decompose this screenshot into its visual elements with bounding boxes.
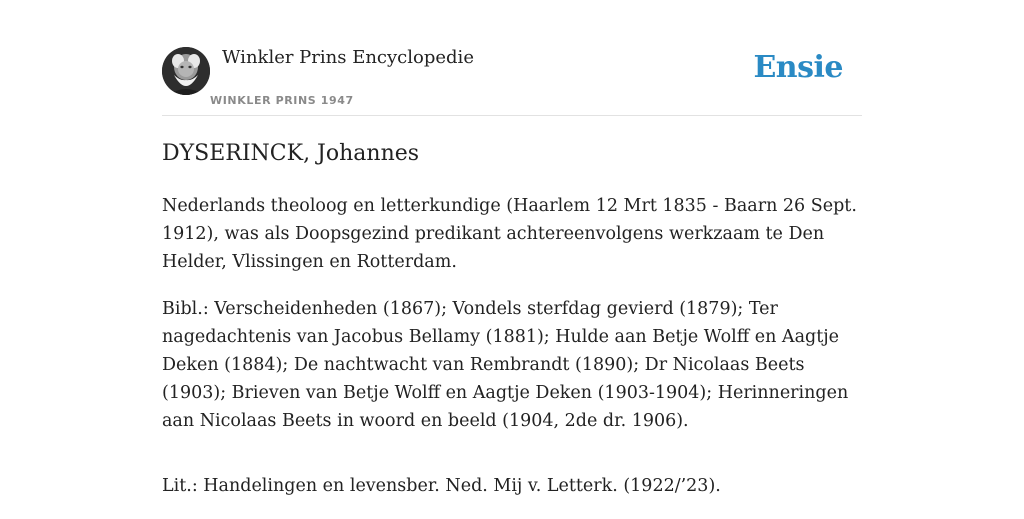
source-title[interactable]: Winkler Prins Encyclopedie xyxy=(222,47,474,68)
source-avatar[interactable] xyxy=(162,47,210,95)
entry-paragraph-description: Nederlands theoloog en letterkundige (Haarlem 12 Mrt 1835 - Baarn 26 Sept. 1912), was als Doopsgezind predikant achtereenvolgens werkzaam te Den Helder, Vlissingen en Rotterdam. xyxy=(162,196,857,272)
brand-logo-link[interactable]: Ensie xyxy=(753,50,843,85)
entry-paragraph-literature: Lit.: Handelingen en levensber. Ned. Mij v. Letterk. (1922/’23). xyxy=(162,476,721,496)
entry-body xyxy=(162,192,862,519)
source-subtitle: WINKLER PRINS 1947 xyxy=(210,94,354,107)
bearded-man-portrait-icon xyxy=(162,47,210,95)
entry-paragraph-bibliography: Bibl.: Verscheidenheden (1867); Vondels sterfdag gevierd (1879); Ter nagedachtenis van Jacobus Bellamy (1881); Hulde aan Betje Wolff en Aagtje Deken (1884); De nachtwacht van Rembrandt (1890); Dr Nicolaas Beets (1903); Brieven van Betje Wolff en Aagtje Deken (1903-1904); Herinneringen aan Nicolaas Beets in woord en beeld (1904, 2de dr. 1906). xyxy=(162,299,849,431)
source-header xyxy=(162,0,862,116)
page xyxy=(162,0,862,496)
entry-title: DYSERINCK, Johannes xyxy=(162,141,420,166)
